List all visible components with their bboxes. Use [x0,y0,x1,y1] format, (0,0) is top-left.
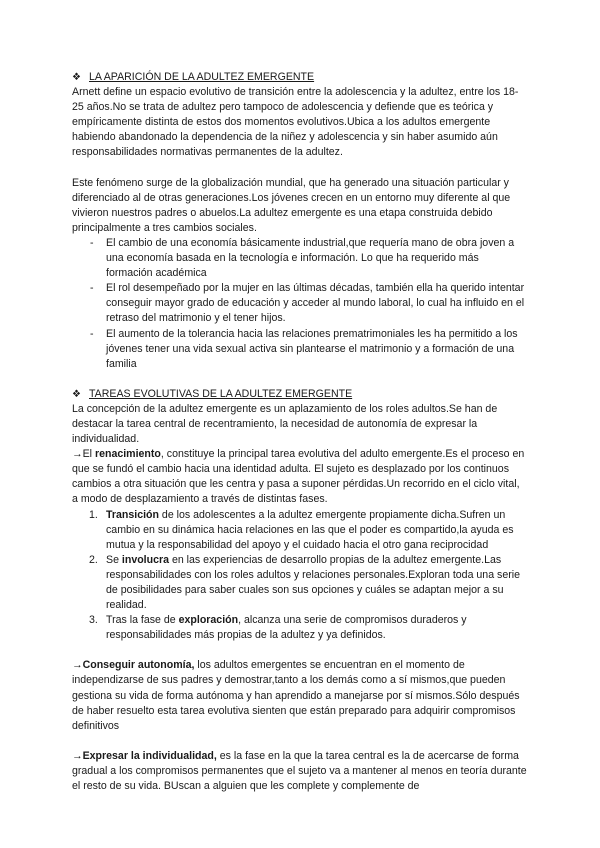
list-item: 2. Se involucra en las experiencias de desarrollo propias de la adultez emergente.Las responsabilidades con los roles adultos y relaciones personales.Exploran toda una serie de posibilidades para saber cuales son sus opciones y cuáles se adaptan mejor a su realidad. [89,553,520,612]
paragraph-arnett: Arnett define un espacio evolutivo de transición entre la adolescencia y la adultez, entre los 18-25 años.No se trata de adultez pero tampoco de adolescencia y defiende que es teórica y empíricamente distinta de estos dos momentos evolutivos.Ubica a los adultos emergente habiendo abandonado la dependencia de la niñez y adolescencia y sin haber asumido aún responsabilidades normativas permanentes de la adultez. [72,86,519,159]
section-heading-aparicion [72,70,528,85]
section-title: LA APARICIÓN DE LA ADULTEZ EMERGENTE [89,71,315,83]
list-item: 1. Transición de los adolescentes a la adultez emergente propiamente dicha.Sufren un cambio en su dinámica hacia relaciones en las que el poder es compartido,la ayuda es mutua y la responsabilidad del apoyo y el cuidado hacia el otro gana reciprocidad [89,508,514,551]
paragraph-globalizacion: Este fenómeno surge de la globalización mundial, que ha generado una situación particular y diferenciado al de otras generaciones.Los jóvenes crecen en un entorno muy diferente al que vivieron nuestros padres o abuelos.La adultez emergente es una etapa construida debido principalmente a tres cambios sociales. [72,176,511,234]
paragraph-individualidad: →Expresar la individualidad, es la fase en la que la tarea central es la de acercarse de forma gradual a los compromisos permanentes que el sujeto va a mantener al menos en teoría durante el resto de su vida. BUscan a alguien que les complete y complemente de [72,749,527,793]
diamond-bullet-icon: ❖ [72,72,81,83]
diamond-bullet-icon: ❖ [72,388,81,400]
paragraph-autonomia: →Conseguir autonomía, los adultos emergentes se encuentran en el momento de independizarse de sus padres y demostrar,tanto a los demás como a sí mismos,que pueden gestiona su vida de forma autónoma y han aprendido a manejarse por sí mismos.Sólo después de haber resuelto esta tarea evolutiva sienten que están preparado para adquirir compromisos definitivos [72,659,520,732]
social-changes-list [72,236,528,372]
list-item: - El cambio de una economía básicamente industrial,que requería mano de obra joven a una economía basada en la tecnología e información. Lo que ha requerido más formación académica [90,236,515,280]
phases-list [72,508,528,644]
paragraph-renacimiento: →El renacimiento, constituye la principal tarea evolutiva del adulto emergente.Es el proceso en que se fundó el cambio hacia una identidad adulta. El sujeto es desplazado por los continuos cambios a otra situación que les centra y pasa a suponer pérdidas.Un recorrido en el ciclo vital, a modo de desplazamiento a través de distintas fases. [72,448,525,506]
list-item: 3. Tras la fase de exploración, alcanza una serie de compromisos duraderos y responsabilidades más propias de la adultez y ya definidos. [89,614,467,642]
paragraph-concepcion: La concepción de la adultez emergente es un aplazamiento de los roles adultos.Se han de destacar la tarea central de recentramiento, la necesidad de autonomía de expresar la individualidad. [72,402,498,446]
section-title: TAREAS EVOLUTIVAS DE LA ADULTEZ EMERGENTE [89,387,353,400]
section-heading-tareas [72,387,528,402]
document-page [72,70,528,794]
list-item: - El rol desempeñado por la mujer en las últimas décadas, también ella ha querido intentar conseguir mayor grado de educación y acceder al mundo laboral, lo cual ha influido en el retraso del matrimonio y el tener hijos. [90,282,525,325]
list-item: - El aumento de la tolerancia hacia las relaciones prematrimoniales les ha permitido a los jóvenes tener una vida sexual activa sin plantearse el matrimonio y a formación de una familia [90,327,518,370]
